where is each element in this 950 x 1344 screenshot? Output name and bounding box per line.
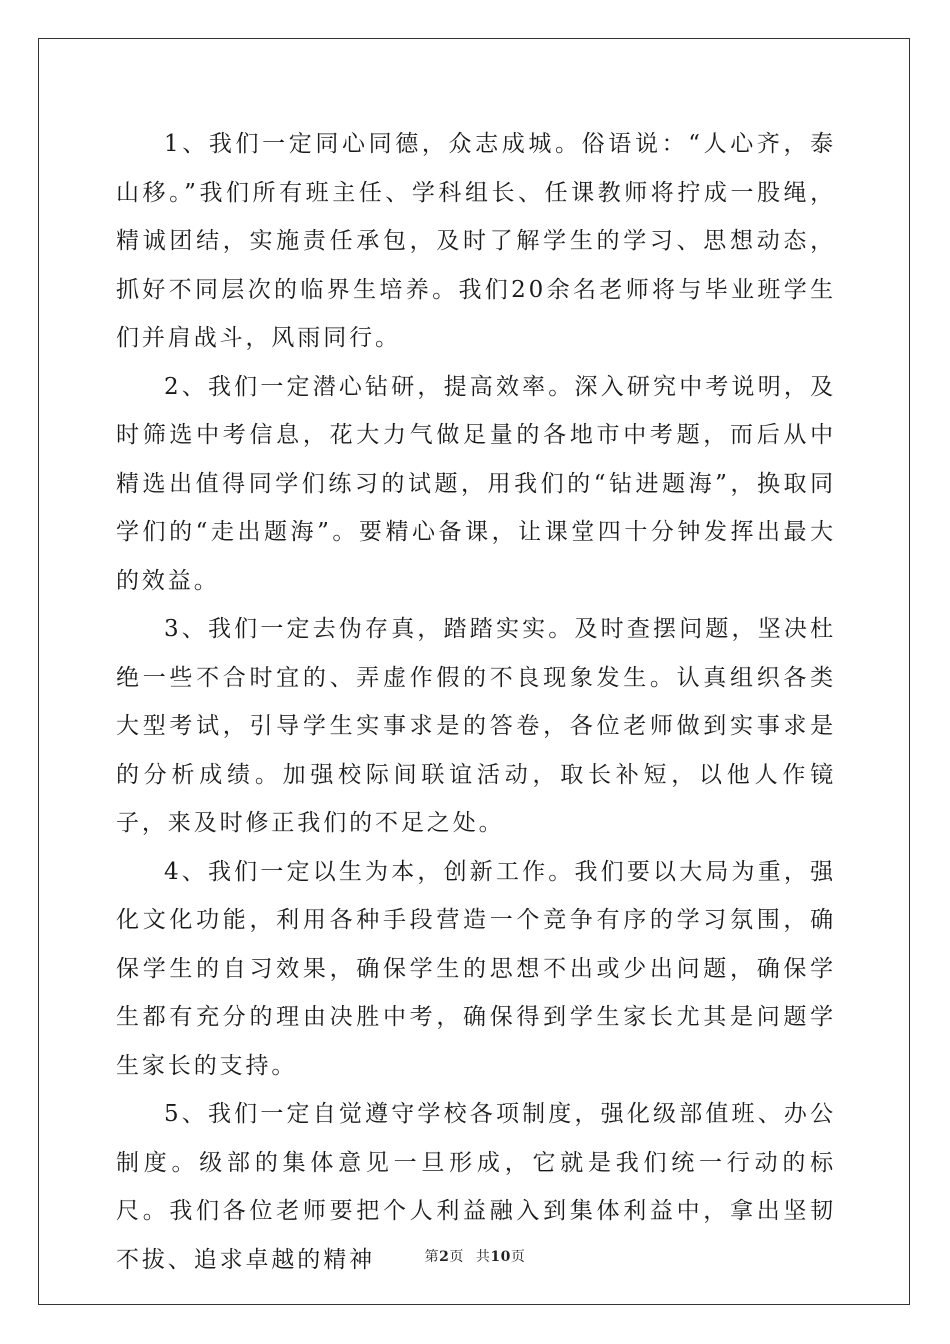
page-prefix: 第 [424, 1249, 440, 1265]
total-pages-label [476, 1249, 525, 1265]
total-suffix: 页 [510, 1249, 526, 1265]
total-prefix: 共 [475, 1249, 491, 1265]
total-page-number: 10 [490, 1249, 511, 1265]
document-body [116, 120, 836, 1284]
current-page-number: 2 [439, 1249, 450, 1265]
page-number-label [425, 1249, 464, 1265]
paragraph-4: 4、我们一定以生为本，创新工作。我们要以大局为重，强化文化功能，利用各种手段营造一个竞争有序的学习氛围，确保学生的自习效果，确保学生的思想不出或少出问题，确保学生都有充分的理由决胜中考，确保得到学生家长尤其是问题学生家长的支持。 [116, 858, 836, 1079]
paragraph-5: 5、我们一定自觉遵守学校各项制度，强化级部值班、办公制度。级部的集体意见一旦形成，它就是我们统一行动的标尺。我们各位老师要把个人利益融入到集体利益中，拿出坚韧不拔、追求卓越的精神 [116, 1101, 836, 1273]
page-suffix: 页 [449, 1249, 464, 1265]
page-footer [0, 1246, 950, 1266]
paragraph-3: 3、我们一定去伪存真，踏踏实实。及时查摆问题，坚决杜绝一些不合时宜的、弄虚作假的不良现象发生。认真组织各类大型考试，引导学生实事求是的答卷，各位老师做到实事求是的分析成绩。加强校际间联谊活动，取长补短，以他人作镜子，来及时修正我们的不足之处。 [116, 616, 836, 836]
paragraph-2: 2、我们一定潜心钻研，提高效率。深入研究中考说明，及时筛选中考信息，花大力气做足量的各地市中考题，而后从中精选出值得同学们练习的试题，用我们的“钻进题海”，换取同学们的“走出题海”。要精心备课，让课堂四十分钟发挥出最大的效益。 [116, 373, 836, 594]
paragraph-1: 1、我们一定同心同德，众志成城。俗语说：“人心齐，泰山移。”我们所有班主任、学科组长、任课教师将拧成一股绳，精诚团结，实施责任承包，及时了解学生的学习、思想动态，抓好不同层次的临界生培养。我们20余名老师将与毕业班学生们并肩战斗，风雨同行。 [116, 131, 836, 351]
